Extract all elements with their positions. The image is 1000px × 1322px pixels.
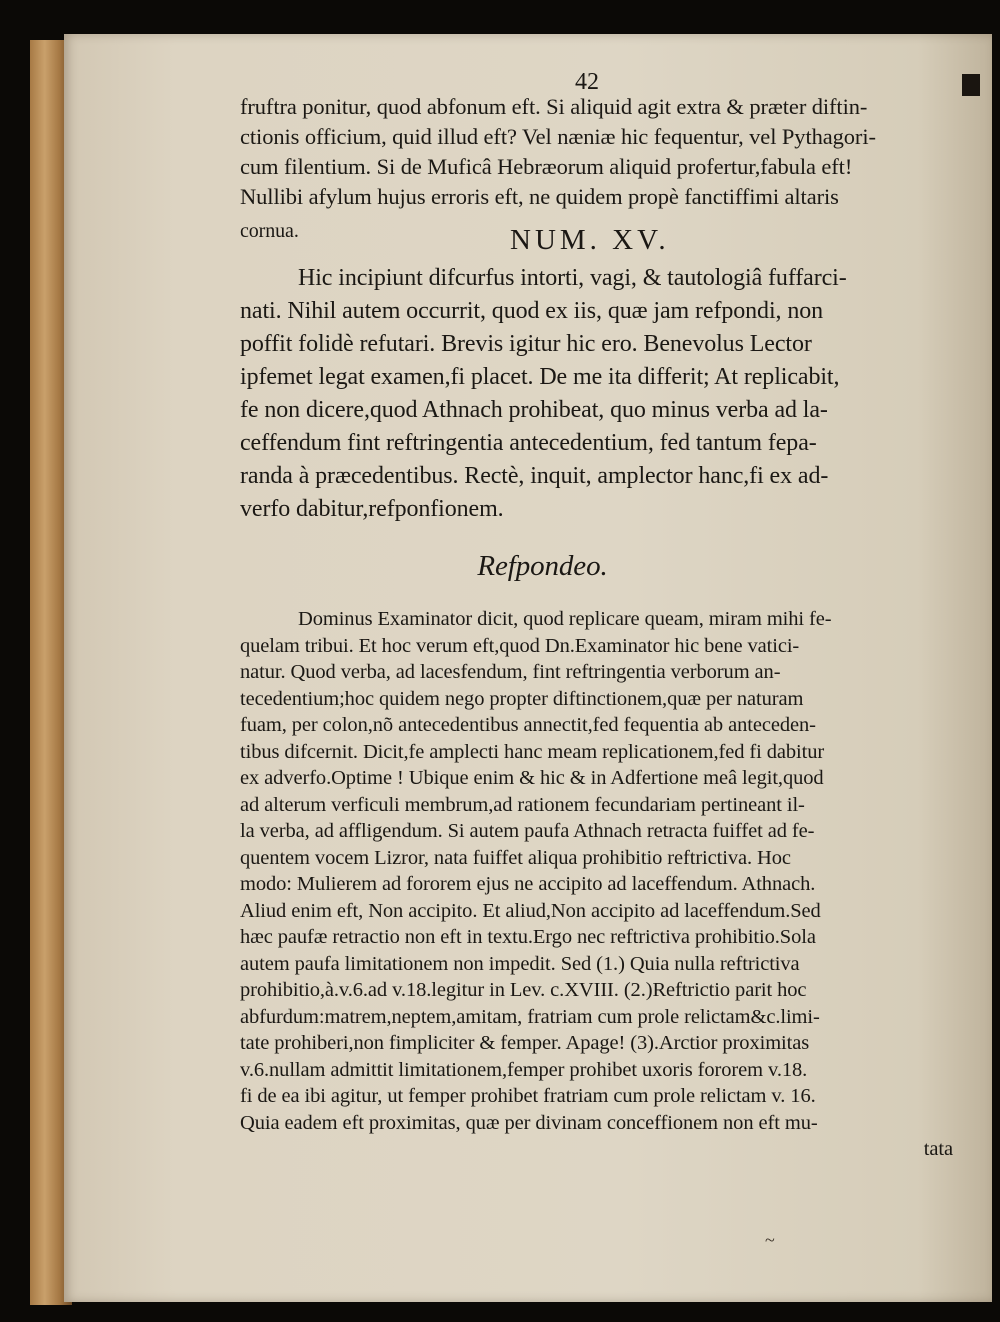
text-line: natur. Quod verba, ad lacesfendum, fint reftringentia verborum an- [240, 661, 781, 683]
text-line: cum filentium. Si de Muficâ Hebræorum aliquid profertur,fabula eft! [240, 154, 853, 179]
text-line: tate prohiberi,non fimpliciter & femper. Apage! (3).Arctior proximitas [240, 1032, 810, 1054]
ink-mark-ornament: ~ [765, 1230, 775, 1250]
catchword: tata [923, 1138, 953, 1160]
text-line: poffit folidè refutari. Brevis igitur hic ero. Benevolus Lector [240, 331, 812, 357]
text-line: autem paufa limitationem non impedit. Sed (1.) Quia nulla reftrictiva [240, 952, 800, 975]
paragraph-section-xv [240, 262, 955, 526]
paragraph-continued [240, 92, 955, 212]
text-line: ceffendum fint reftringentia antecedentium, fed tantum fepa- [240, 430, 817, 456]
text-line: Hic incipiunt difcurfus intorti, vagi, & tautologiâ fuffarci- [298, 265, 847, 291]
text-line: randa à præcedentibus. Rectè, inquit, amplector hanc,fi ex ad- [240, 463, 829, 489]
text-line: prohibitio,à.v.6.ad v.18.legitur in Lev. c.XVIII. (2.)Reftrictio parit hoc [240, 979, 807, 1001]
text-line: ctionis officium, quid illud eft? Vel næniæ hic fequentur, vel Pythagori- [240, 124, 876, 149]
text-line: Nullibi afylum hujus erroris eft, ne quidem propè fanctiffimi altaris [240, 184, 839, 209]
paragraph-response [240, 606, 955, 1163]
text-line: ad alterum verficuli membrum,ad rationem fecundariam pertineant il- [240, 793, 805, 816]
text-line: Aliud enim eft, Non accipito. Et aliud,Non accipito ad laceffendum.Sed [240, 899, 821, 922]
page-text [240, 92, 955, 1163]
text-line: hæc paufæ retractio non eft in textu.Ergo nec reftrictiva prohibitio.Sola [240, 926, 816, 948]
text-line: Dominus Examinator dicit, quod replicare queam, miram mihi fe- [298, 608, 832, 630]
text-line: fi de ea ibi agitur, ut femper prohibet fratriam cum prole relictam v. 16. [240, 1085, 816, 1107]
text-line: ex adverfo.Optime ! Ubique enim & hic & in Adfertione meâ legit,quod [240, 767, 824, 789]
page-number: 42 [575, 69, 599, 95]
text-line: fe non dicere,quod Athnach prohibeat, quo minus verba ad la- [240, 397, 828, 423]
text-line: quentem vocem Lizror, nata fuiffet aliqua prohibitio reftrictiva. Hoc [240, 846, 791, 869]
text-line: fruftra ponitur, quod abfonum eft. Si aliquid agit extra & præter diftin- [240, 94, 868, 119]
text-line: modo: Mulierem ad fororem ejus ne accipito ad laceffendum. Athnach. [240, 873, 816, 895]
section-heading-row [240, 212, 955, 262]
text-line: Quia eadem eft proximitas, quæ per divinam conceffionem non eft mu- [240, 1111, 818, 1134]
text-line: tecedentium;hoc quidem nego propter diftinctionem,quæ per naturam [240, 687, 804, 710]
text-line: abfurdum:matrem,neptem,amitam, fratriam cum prole relictam&c.limi- [240, 1005, 820, 1028]
text-line: nati. Nihil autem occurrit, quod ex iis, quæ jam refpondi, non [240, 298, 824, 324]
text-line: tibus difcernit. Dicit,fe amplecti hanc meam replicationem,fed fi dabitur [240, 740, 825, 763]
text-line: v.6.nullam admittit limitationem,femper prohibet uxoris fororem v.18. [240, 1058, 808, 1081]
text-line: quelam tribui. Et hoc verum eft,quod Dn.Examinator hic bene vatici- [240, 634, 800, 657]
text-line: fuam, per colon,nõ antecedentibus annectit,fed fequentia ab anteceden- [240, 714, 816, 736]
paragraph-last-word: cornua. [240, 220, 299, 242]
text-line: la verba, ad affligendum. Si autem paufa Athnach retracta fuiffet ad fe- [240, 820, 815, 842]
subheading: Refpondeo. [477, 550, 608, 582]
text-line: verfo dabitur,refponfionem. [240, 496, 504, 522]
text-line: ipfemet legat examen,fi placet. De me ita differit; At replicabit, [240, 364, 840, 390]
scan-corner-mark [962, 74, 980, 96]
section-heading: NUM. XV. [510, 224, 670, 256]
